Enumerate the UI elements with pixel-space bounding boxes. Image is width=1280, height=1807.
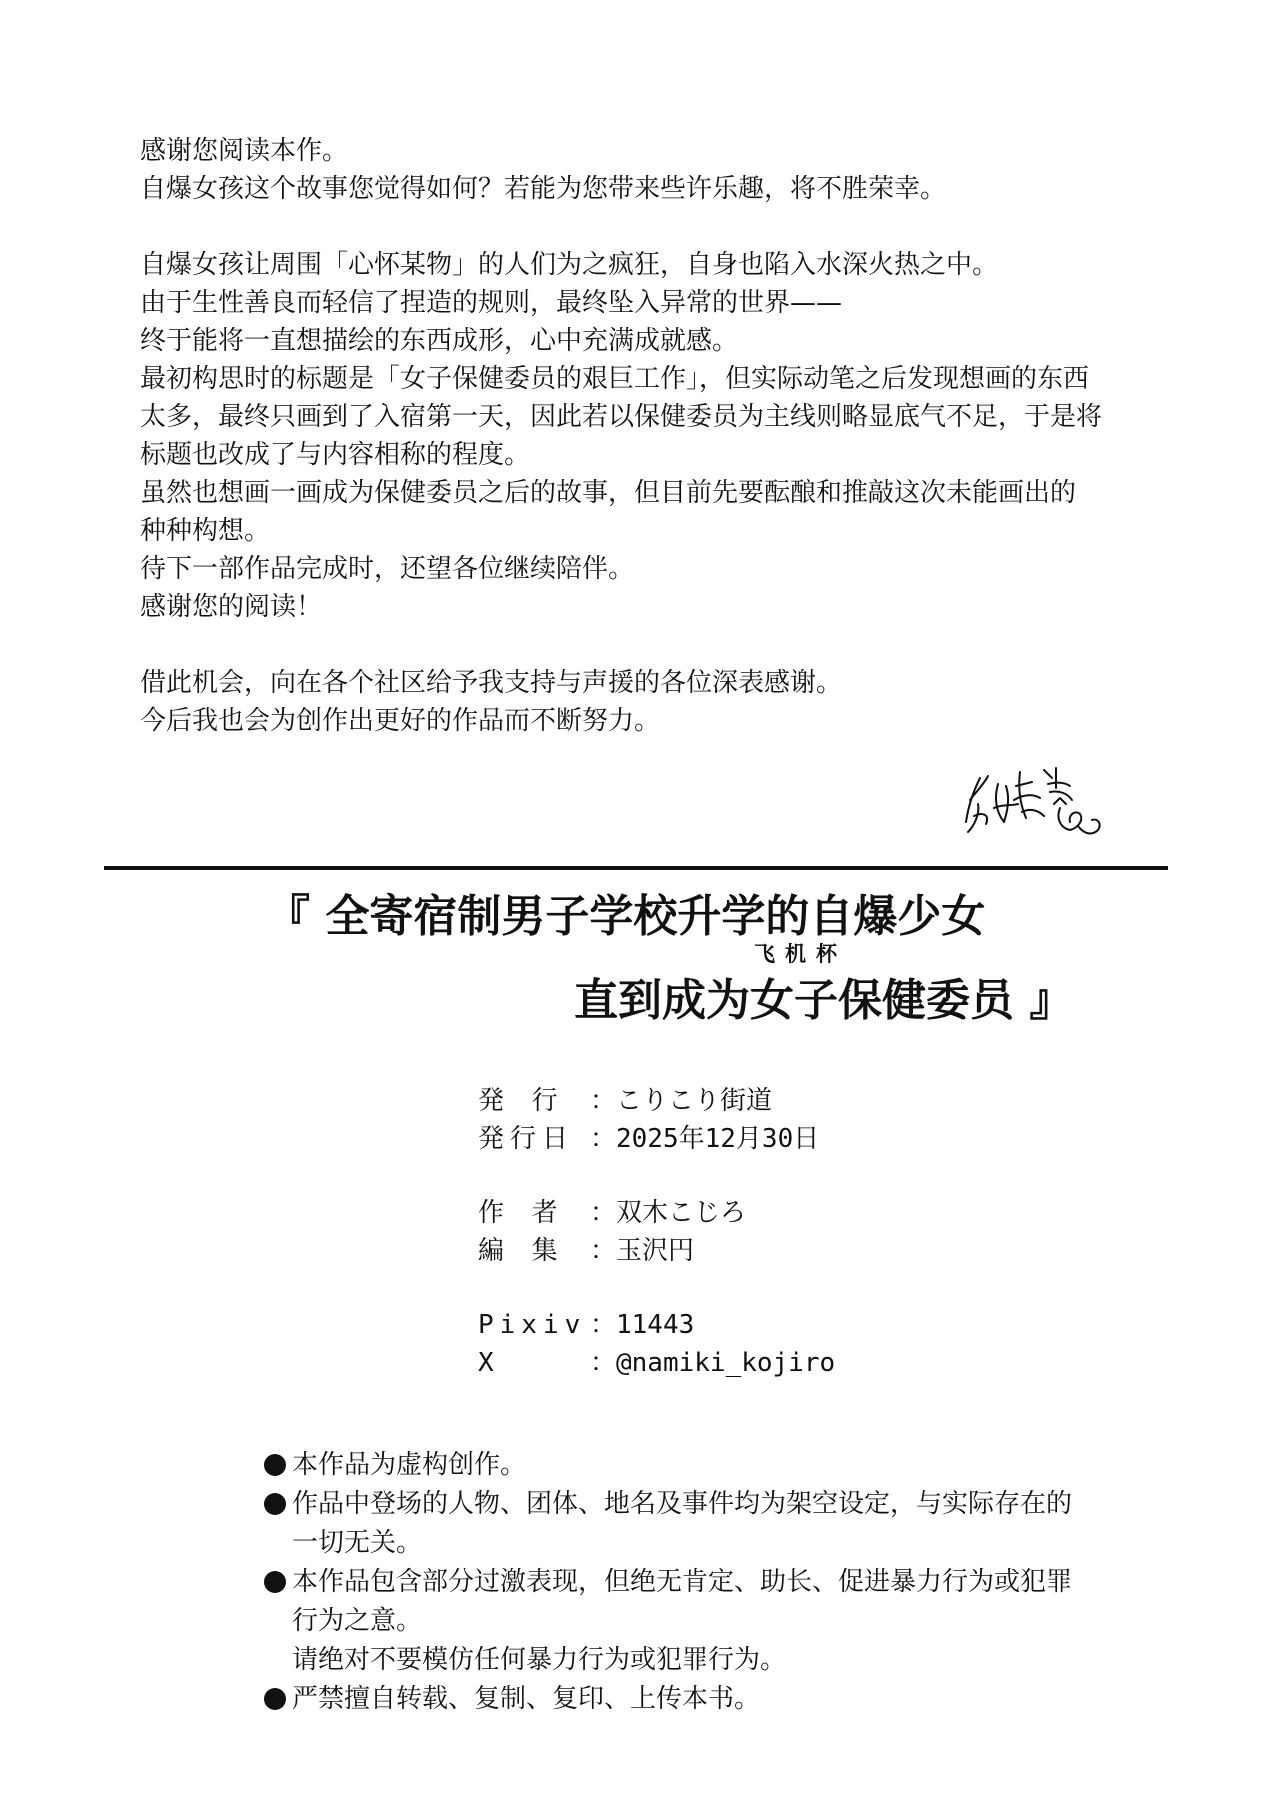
disclaimer-text	[292, 1446, 526, 1485]
disclaimer-line: 本作品为虚构创作。	[292, 1450, 527, 1480]
title-line-2-prefix: 直到成为	[574, 975, 750, 1026]
disclaimer-text	[292, 1680, 760, 1719]
afterword	[140, 132, 1220, 778]
colophon-value: ：@namiki_kojiro	[590, 1348, 836, 1378]
disclaimer-item	[262, 1485, 1162, 1563]
colophon-key: 発行日	[478, 1124, 575, 1154]
section-divider	[104, 866, 1168, 870]
afterword-line: 今后我也会为创作出更好的作品而不断努力。	[140, 706, 661, 736]
title-ruby-annotation: 飞机杯	[754, 942, 847, 966]
afterword-line: 感谢您阅读本作。	[140, 136, 349, 166]
afterword-line: 虽然也想画一画成为保健委员之后的故事，但目前先要酝酿和推敲这次未能画出的	[140, 478, 1077, 508]
title-line-1: 『 全寄宿制男子学校升学的自爆少女	[266, 891, 986, 942]
bullet-icon	[264, 1571, 286, 1593]
colophon-value: ：こりこり街道	[590, 1086, 773, 1116]
colophon-credits	[478, 1194, 998, 1270]
afterword-line: 太多，最终只画到了入宿第一天，因此若以保健委员为主线则略显底气不足，于是将	[140, 402, 1103, 432]
colophon-value: ：2025年12月30日	[590, 1124, 820, 1154]
colophon-social	[478, 1306, 998, 1382]
colophon-row-pixiv	[478, 1306, 998, 1344]
colophon-row-date	[478, 1120, 998, 1158]
colophon-key: X	[478, 1348, 500, 1378]
colophon-row-author	[478, 1194, 998, 1232]
colophon-row-x	[478, 1344, 998, 1382]
afterword-paragraph-2	[140, 246, 1220, 626]
afterword-paragraph-3	[140, 664, 1220, 740]
title-ruby-group	[750, 942, 847, 1030]
colophon-publication	[478, 1082, 998, 1158]
bullet-icon	[264, 1454, 286, 1476]
title-line-2-suffix: 保健委员 』	[838, 975, 1074, 1026]
author-signature	[960, 764, 1110, 846]
afterword-line: 借此机会，向在各个社区给予我支持与声援的各位深表感谢。	[140, 668, 843, 698]
disclaimer-notes	[262, 1446, 1162, 1719]
disclaimer-line: 一切无关。	[292, 1528, 423, 1558]
title-ruby-base: 女子	[750, 975, 838, 1026]
disclaimer-line: 作品中登场的人物、团体、地名及事件均为架空设定，与实际存在的	[292, 1489, 1073, 1519]
afterword-line: 终于能将一直想描绘的东西成形，心中充满成就感。	[140, 326, 739, 356]
colophon-row-publisher	[478, 1082, 998, 1120]
afterword-line: 待下一部作品完成时，还望各位继续陪伴。	[140, 554, 635, 584]
disclaimer-line: 严禁擅自转载、复制、复印、上传本书。	[292, 1684, 761, 1714]
afterword-line: 种种构想。	[140, 516, 271, 546]
colophon-value: ：11443	[590, 1310, 695, 1340]
title-line-2	[574, 942, 1074, 1030]
disclaimer-item	[262, 1446, 1162, 1485]
bullet-icon	[264, 1688, 286, 1710]
colophon-value: ：玉沢円	[590, 1236, 695, 1266]
colophon-key: 作 者	[478, 1198, 564, 1228]
colophon-key: Pixiv	[478, 1310, 587, 1340]
disclaimer-text	[292, 1563, 1072, 1641]
afterword-paragraph-1	[140, 132, 1220, 208]
afterword-line: 自爆女孩这个故事您觉得如何？若能为您带来些许乐趣，将不胜荣幸。	[140, 174, 947, 204]
colophon-key: 発 行	[478, 1086, 564, 1116]
disclaimer-line: 本作品包含部分过激表现，但绝无肯定、助长、促进暴力行为或犯罪	[292, 1567, 1073, 1597]
bullet-icon	[264, 1493, 286, 1515]
colophon	[478, 1082, 998, 1418]
colophon-row-editor	[478, 1232, 998, 1270]
disclaimer-extra-line: 请绝对不要模仿任何暴力行为或犯罪行为。	[292, 1645, 787, 1675]
disclaimer-text	[292, 1485, 1072, 1563]
afterword-line: 由于生性善良而轻信了捏造的规则，最终坠入异常的世界——	[140, 288, 843, 318]
afterword-line: 感谢您的阅读！	[140, 592, 323, 622]
disclaimer-item	[262, 1563, 1162, 1641]
disclaimer-item	[262, 1680, 1162, 1719]
afterword-line: 自爆女孩让周围「心怀某物」的人们为之疯狂，自身也陷入水深火热之中。	[140, 250, 999, 280]
colophon-value: ：双木こじろ	[590, 1198, 747, 1228]
colophon-key: 編 集	[478, 1236, 564, 1266]
disclaimer-line: 行为之意。	[292, 1606, 423, 1636]
afterword-line: 最初构思时的标题是「女子保健委员的艰巨工作」，但实际动笔之后发现想画的东西	[140, 364, 1090, 394]
afterword-line: 标题也改成了与内容相称的程度。	[140, 440, 531, 470]
